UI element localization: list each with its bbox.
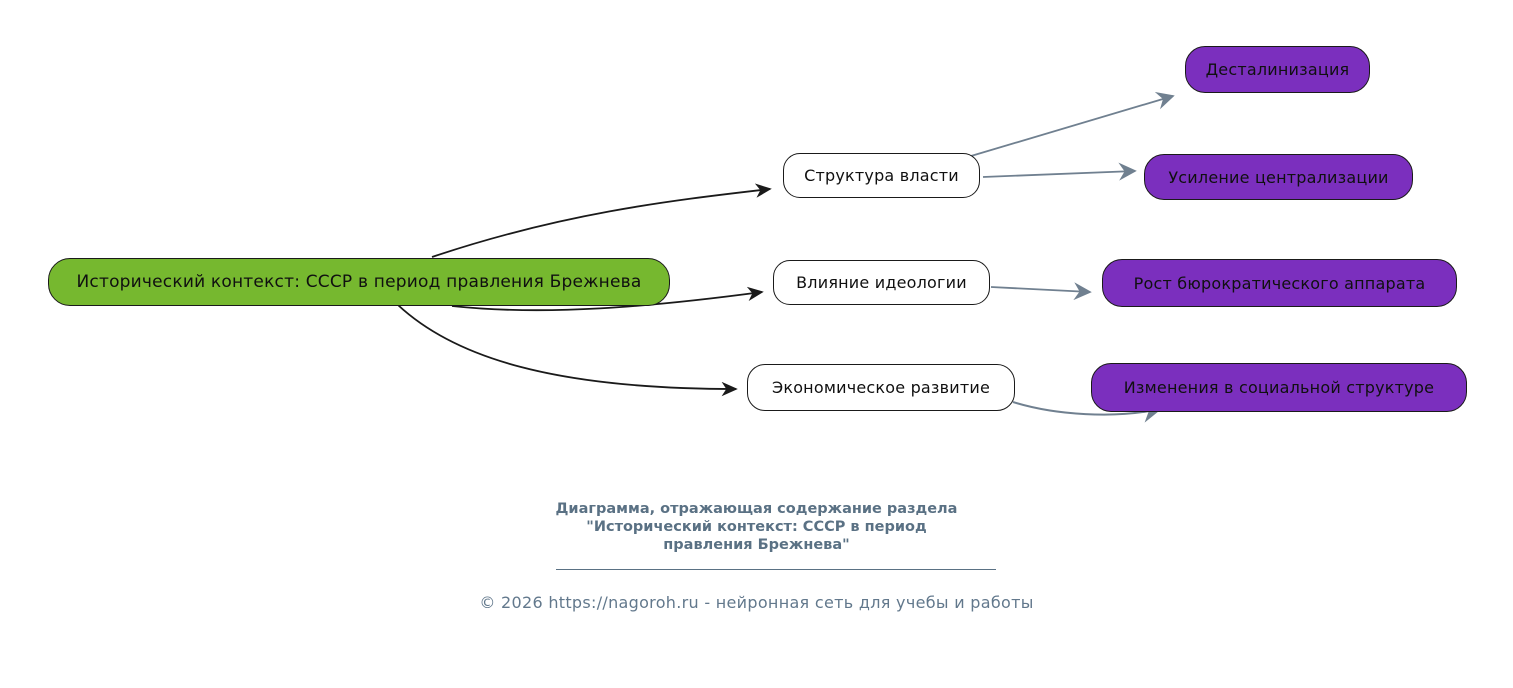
- copyright-footer: © 2026 https://nagoroh.ru - нейронная сеть для учебы и работы: [479, 593, 1034, 612]
- edge-ideology-to-bureaucracy: [991, 287, 1090, 292]
- caption-line-1: Диаграмма, отражающая содержание раздела: [555, 501, 958, 517]
- node-root-historical-context: Исторический контекст: СССР в период правления Брежнева: [48, 258, 670, 306]
- edge-root-to-economy: [398, 305, 736, 389]
- node-bureaucracy-growth: Рост бюрократического аппарата: [1102, 259, 1457, 307]
- diagram-caption: [0, 500, 1513, 554]
- edge-structure-to-centralization: [983, 171, 1135, 177]
- node-economic-development: Экономическое развитие: [747, 364, 1015, 411]
- edge-structure-to-destalinization: [971, 96, 1173, 156]
- node-destalinization: Десталинизация: [1185, 46, 1370, 93]
- caption-line-2: "Исторический контекст: СССР в период: [586, 519, 927, 535]
- edge-root-to-structure: [432, 189, 770, 257]
- node-social-structure-changes: Изменения в социальной структуре: [1091, 363, 1467, 412]
- node-centralization: Усиление централизации: [1144, 154, 1413, 200]
- caption-line-3: правления Брежнева": [663, 537, 850, 553]
- node-power-structure: Структура власти: [783, 153, 980, 198]
- caption-divider: [556, 569, 996, 570]
- node-ideology-influence: Влияние идеологии: [773, 260, 990, 305]
